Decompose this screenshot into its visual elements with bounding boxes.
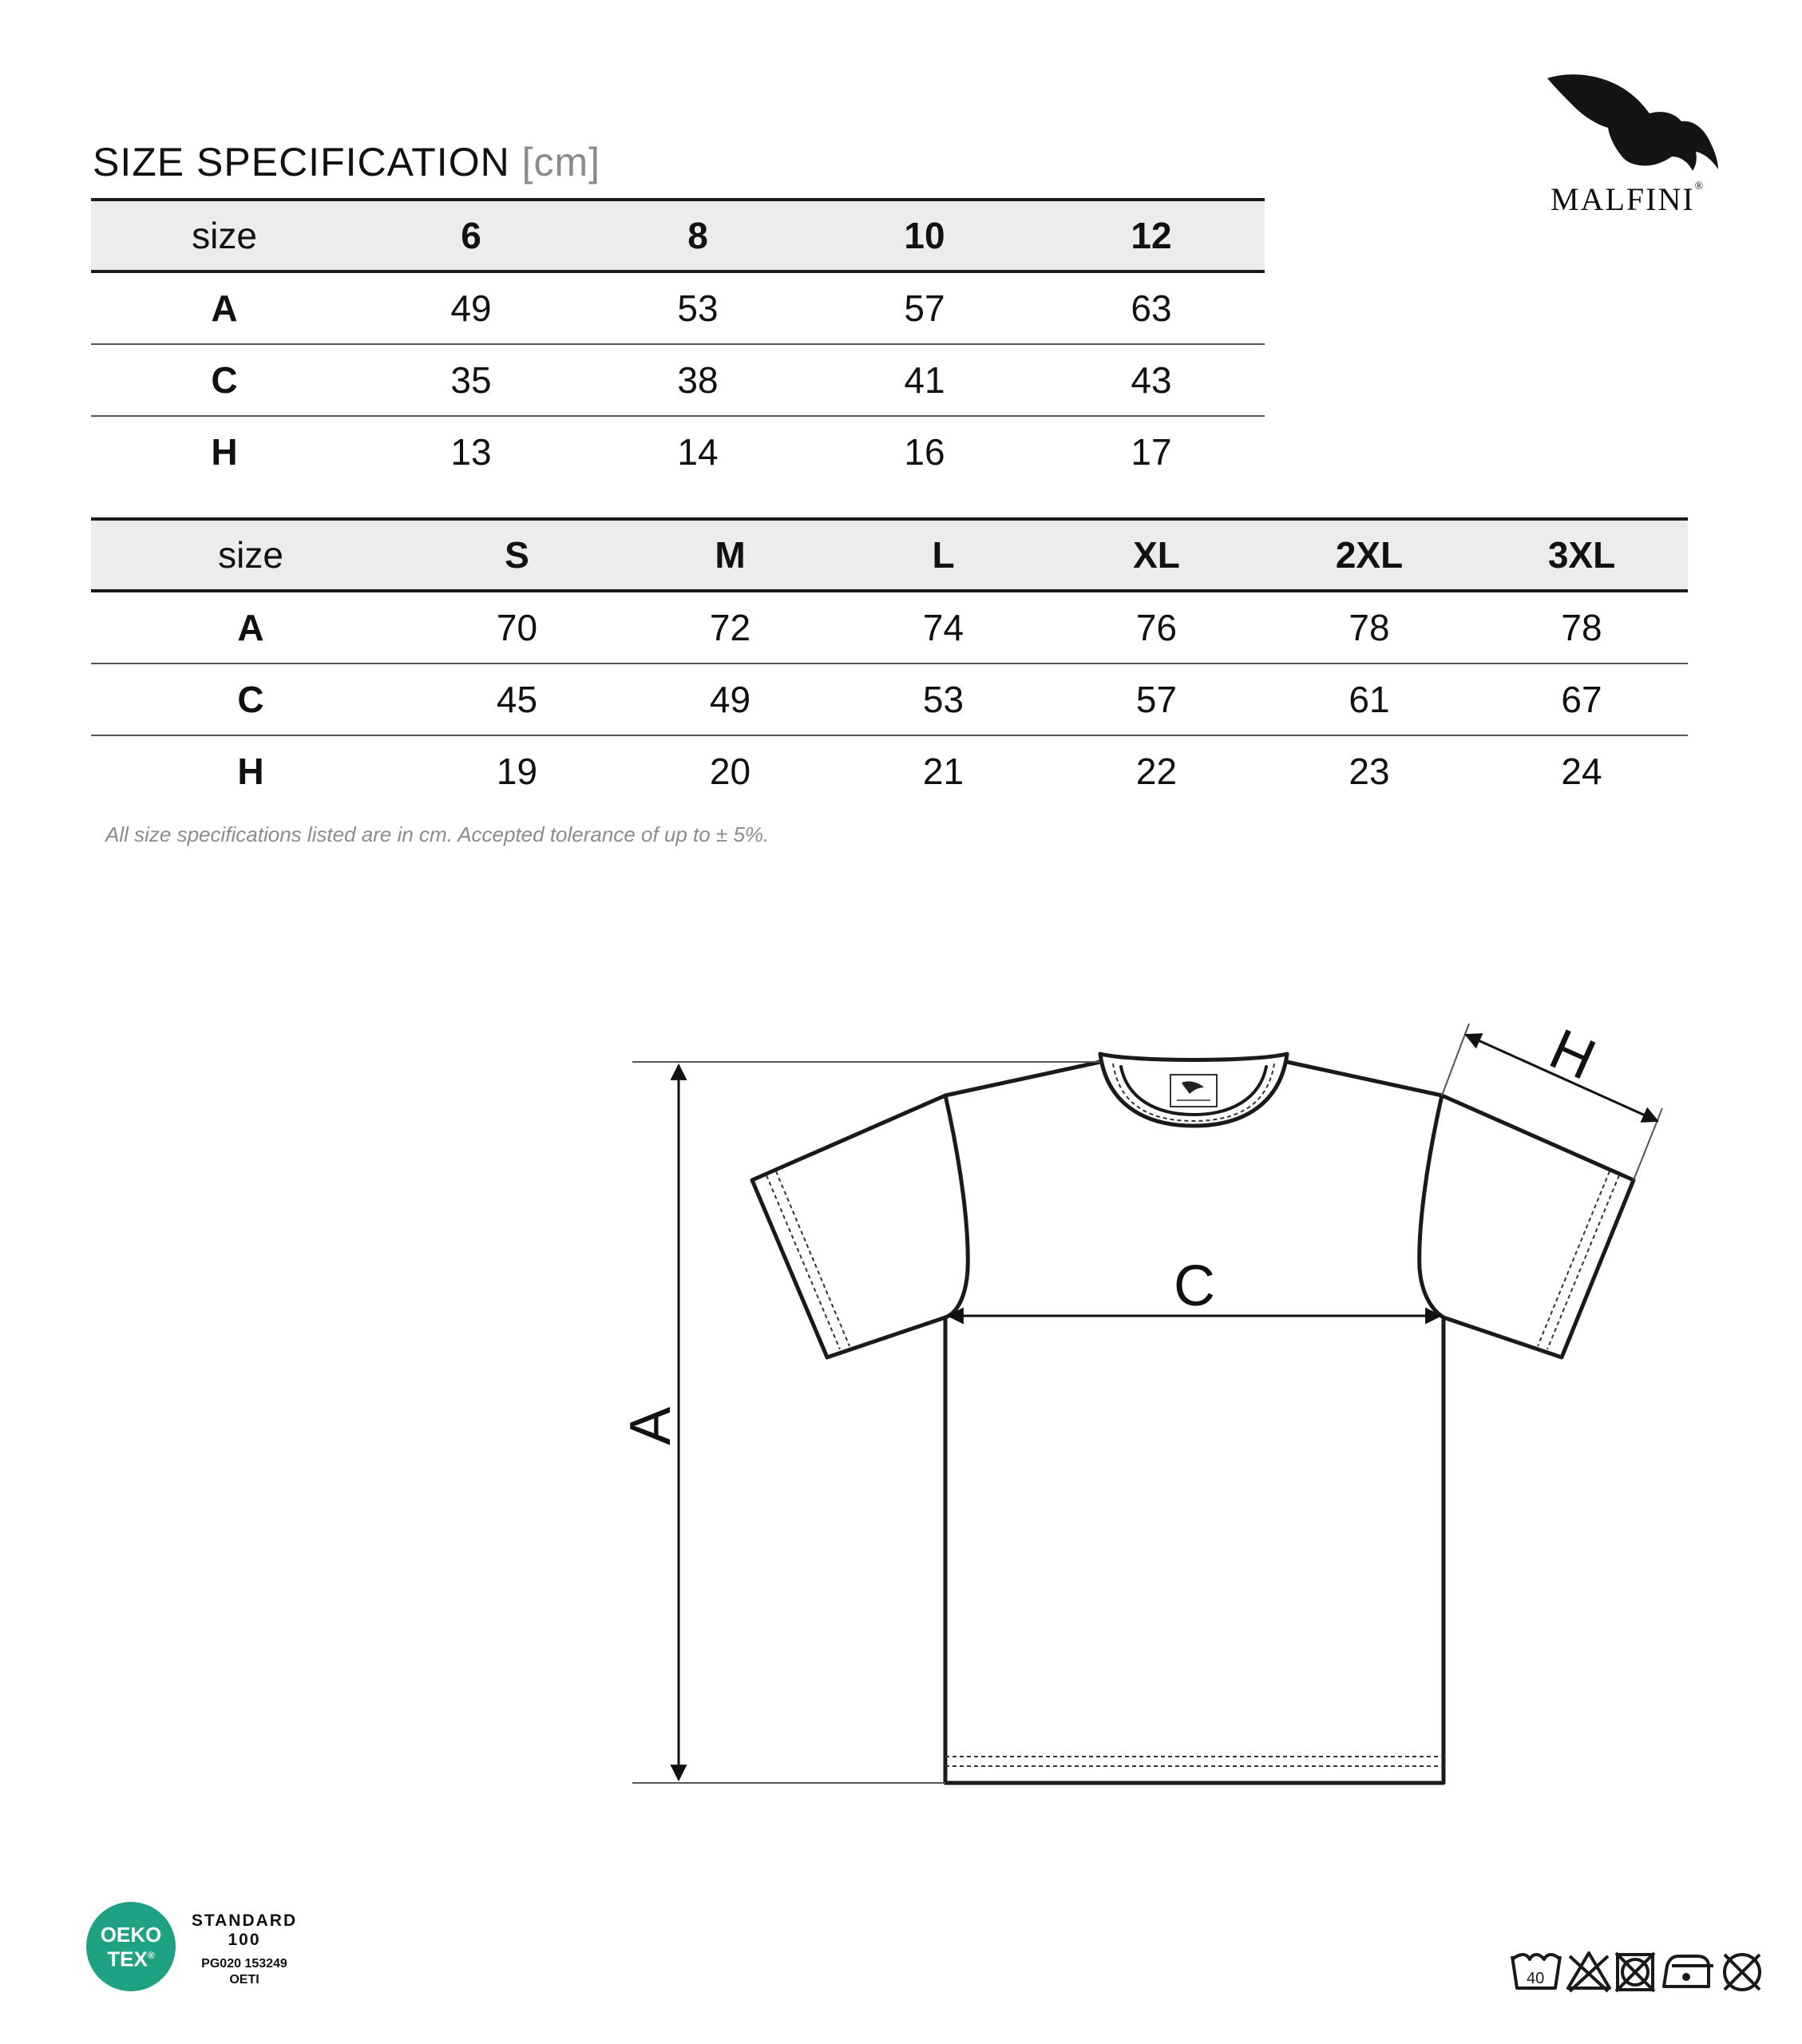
brand-text: MALFINI — [1551, 181, 1695, 217]
title-unit: [cm] — [521, 140, 601, 184]
column-header: 8 — [584, 200, 811, 271]
row-header: A — [91, 271, 358, 344]
no-tumble-dry-icon — [1616, 1953, 1654, 1991]
column-header: M — [624, 519, 837, 591]
size-table-adults — [91, 517, 1688, 806]
extension-lines — [632, 1024, 1662, 1783]
column-header: size — [91, 200, 358, 271]
table-cell: 35 — [358, 344, 584, 416]
oeko-badge-line1: OEKO — [100, 1923, 162, 1947]
row-header: C — [91, 344, 358, 416]
table-cell: 49 — [624, 664, 837, 735]
row-header: H — [237, 751, 264, 792]
table-cell: 78 — [1475, 591, 1688, 664]
neck-label — [1170, 1075, 1217, 1107]
table-cell: 20 — [709, 751, 751, 792]
table-cell: 23 — [1349, 751, 1390, 792]
table-cell: 74 — [837, 591, 1050, 664]
column-header: size — [91, 519, 410, 591]
eagle-logo-icon — [1541, 64, 1725, 176]
table-cell: 17 — [1131, 431, 1172, 473]
standard-number: 100 — [228, 1931, 261, 1949]
oeko-badge-mark: ® — [147, 1950, 155, 1961]
table-cell: 24 — [1561, 751, 1602, 792]
table-row — [91, 591, 1688, 664]
iron-low-icon — [1664, 1956, 1713, 1987]
no-bleach-icon — [1568, 1953, 1610, 1991]
table-row — [91, 664, 1688, 735]
oeko-tex-certificate — [86, 1902, 303, 2006]
page-title — [93, 139, 600, 185]
dimension-h-label: H — [1540, 1016, 1605, 1093]
table-cell: 45 — [410, 664, 624, 735]
table-cell: 13 — [450, 431, 492, 473]
table-row — [91, 735, 1688, 806]
tshirt-stitching — [766, 1064, 1619, 1766]
table-header-row — [91, 200, 1265, 271]
size-table-kids — [91, 198, 1265, 487]
wash-40-icon — [1512, 1955, 1560, 1988]
tolerance-note: All size specifications listed are in cm. Accepted tolerance of up to ± 5%. — [105, 822, 770, 846]
care-symbols — [1509, 1948, 1772, 1996]
table-cell: 53 — [584, 271, 811, 344]
table-cell: 70 — [410, 591, 624, 664]
table-cell: 57 — [1050, 664, 1263, 735]
column-header: 12 — [1038, 200, 1265, 271]
column-header: L — [837, 519, 1050, 591]
table-cell: 57 — [811, 271, 1038, 344]
title-text: SIZE SPECIFICATION — [93, 140, 510, 184]
dimension-a-label: A — [619, 1406, 683, 1445]
table-cell: 49 — [358, 271, 584, 344]
oeko-tex-badge — [86, 1902, 176, 1991]
table-cell: 78 — [1263, 591, 1475, 664]
table-row — [91, 344, 1265, 416]
table-cell: 21 — [922, 751, 964, 792]
column-header: 2XL — [1263, 519, 1475, 591]
table-cell: 67 — [1475, 664, 1688, 735]
column-header: 10 — [811, 200, 1038, 271]
certificate-number: PG020 153249 — [201, 1957, 287, 1971]
tshirt-outline — [752, 1054, 1634, 1783]
table-row — [91, 271, 1265, 344]
row-header: C — [91, 664, 410, 735]
column-header: 6 — [358, 200, 584, 271]
malfini-logo — [1541, 64, 1749, 216]
table-cell: 41 — [811, 344, 1038, 416]
table-cell: 63 — [1038, 271, 1265, 344]
column-header: 3XL — [1475, 519, 1688, 591]
wash-temperature: 40 — [1527, 1970, 1545, 1987]
column-header: XL — [1050, 519, 1263, 591]
table-cell: 61 — [1263, 664, 1475, 735]
table-cell: 14 — [677, 431, 719, 473]
dimension-arrows — [679, 1035, 1657, 1780]
dimension-c-label: C — [1174, 1254, 1215, 1318]
table-cell: 19 — [496, 751, 538, 792]
row-header: A — [91, 591, 410, 664]
table-cell: 72 — [624, 591, 837, 664]
table-cell: 76 — [1050, 591, 1263, 664]
table-row — [91, 416, 1265, 487]
row-header: H — [211, 431, 238, 473]
table-cell: 38 — [584, 344, 811, 416]
table-cell: 16 — [904, 431, 945, 473]
table-cell: 43 — [1038, 344, 1265, 416]
table-header-row — [91, 519, 1688, 591]
standard-label: STANDARD — [191, 1911, 298, 1930]
oeko-badge-line2: TEX — [107, 1947, 148, 1971]
certificate-institute: OETI — [229, 1973, 259, 1987]
brand-registered-mark: ® — [1694, 180, 1705, 192]
column-header: S — [410, 519, 624, 591]
brand-name — [1551, 180, 1705, 218]
no-dry-clean-icon — [1725, 1955, 1760, 1990]
table-cell: 22 — [1135, 751, 1178, 792]
table-cell: 53 — [837, 664, 1050, 735]
